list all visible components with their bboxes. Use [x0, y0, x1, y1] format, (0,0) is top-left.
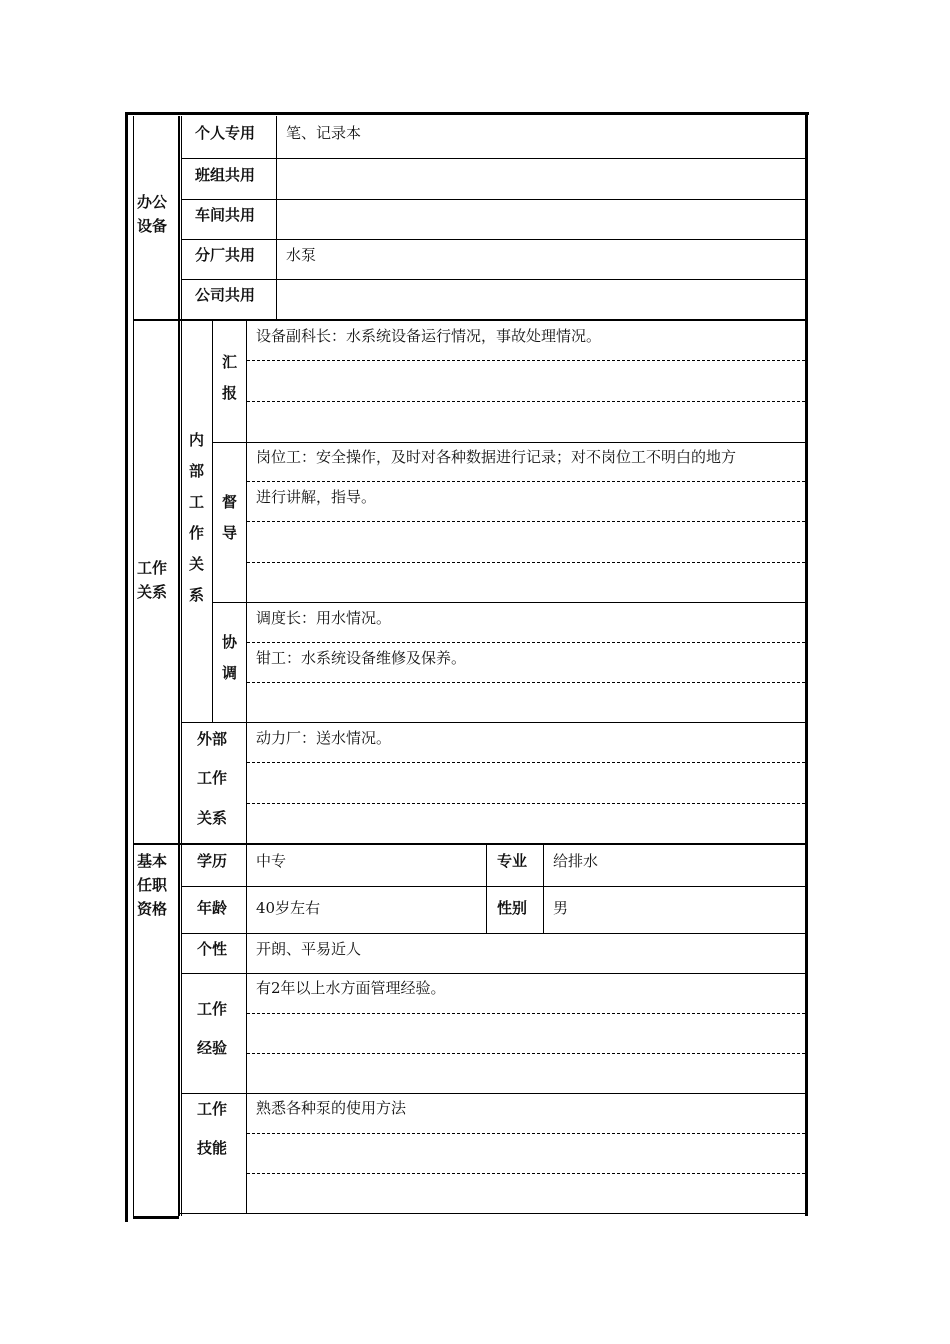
dashed-rule	[247, 1133, 805, 1134]
personality-label: 个性	[197, 940, 228, 958]
report-label: 报	[222, 384, 238, 402]
office-row-label: 班组共用	[195, 166, 256, 184]
section-column-line	[178, 116, 180, 1216]
office-section-end	[134, 319, 806, 321]
report-line: 设备副科长：水系统设备运行情况，事故处理情况。	[256, 327, 602, 345]
qualifications-section-label: 基本 任职 资格	[137, 852, 168, 918]
major-value: 给排水	[553, 852, 599, 870]
age-label: 年龄	[197, 899, 228, 917]
dashed-rule	[247, 562, 805, 563]
supervise-label: 督	[222, 493, 238, 511]
qual-label-col-line	[246, 845, 247, 1214]
office-row-line-1	[181, 158, 806, 159]
experience-label: 经验	[197, 1039, 228, 1057]
qual-row-line	[181, 886, 806, 887]
inner-right-bottom	[179, 1213, 808, 1214]
age-value: 40岁左右	[256, 899, 321, 917]
office-section-label: 办公 设备	[137, 193, 168, 235]
coordinate-line: 调度长：用水情况。	[256, 609, 392, 627]
office-row-value: 笔、记录本	[286, 124, 362, 142]
internal-label: 内	[189, 431, 205, 449]
office-row-label: 个人专用	[195, 124, 256, 142]
office-row-value: 水泵	[286, 246, 317, 264]
outer-bottom-stub	[133, 1216, 179, 1219]
office-row-label: 公司共用	[195, 286, 256, 304]
qual-mid-col-line-1	[486, 845, 487, 933]
office-row-line-4	[181, 279, 806, 280]
internal-label: 工	[189, 493, 205, 511]
gender-value: 男	[553, 899, 569, 917]
outer-right	[805, 112, 808, 1216]
external-label: 工作	[197, 769, 228, 787]
coordinate-label: 调	[222, 664, 238, 682]
skills-label: 工作	[197, 1100, 228, 1118]
skills-value: 熟悉各种泵的使用方法	[256, 1099, 407, 1117]
personality-value: 开朗、平易近人	[256, 940, 362, 958]
internal-label: 关	[189, 555, 205, 573]
section-column-line-2	[181, 116, 182, 1216]
dashed-rule	[247, 1173, 805, 1174]
coordinate-line: 钳工：水系统设备维修及保养。	[256, 649, 467, 667]
job-description-table	[125, 112, 809, 1222]
internal-col-line	[212, 321, 213, 723]
experience-value: 有2年以上水方面管理经验。	[256, 979, 446, 997]
qual-mid-col-line-2	[543, 845, 544, 933]
supervise-label: 导	[222, 524, 238, 542]
dashed-rule	[247, 481, 805, 482]
qual-row-line	[181, 933, 806, 934]
outer-top	[125, 112, 809, 115]
internal-label: 部	[189, 462, 205, 480]
left-inner-line	[133, 116, 134, 1216]
office-row-label: 车间共用	[195, 206, 256, 224]
outer-left	[125, 112, 128, 1222]
internal-label: 作	[189, 524, 205, 542]
dashed-rule	[247, 521, 805, 522]
coordinate-label: 协	[222, 633, 238, 651]
dashed-rule	[247, 642, 805, 643]
external-line: 动力厂：送水情况。	[256, 729, 392, 747]
supervise-block-end	[213, 602, 806, 603]
office-row-line-3	[181, 239, 806, 240]
skills-label: 技能	[197, 1139, 228, 1157]
office-row-line-2	[181, 199, 806, 200]
work-relations-section-end	[134, 843, 806, 845]
dashed-rule	[247, 1053, 805, 1054]
dashed-rule	[247, 1013, 805, 1014]
external-label: 外部	[197, 730, 228, 748]
gender-label: 性别	[497, 899, 528, 917]
dashed-rule	[247, 360, 805, 361]
experience-label: 工作	[197, 1000, 228, 1018]
education-label: 学历	[197, 852, 228, 870]
internal-block-end	[181, 722, 806, 723]
sub-label-col-line	[246, 321, 247, 844]
dashed-rule	[247, 762, 805, 763]
supervise-line: 进行讲解，指导。	[256, 488, 377, 506]
dashed-rule	[247, 682, 805, 683]
education-value: 中专	[256, 852, 287, 870]
qual-row-line	[181, 973, 806, 974]
office-row-label: 分厂共用	[195, 246, 256, 264]
major-label: 专业	[497, 852, 528, 870]
dashed-rule	[247, 401, 805, 402]
work-relations-section-label: 工作 关系	[137, 559, 168, 601]
external-label: 关系	[197, 809, 228, 827]
qual-row-line	[181, 1093, 806, 1094]
dashed-rule	[247, 803, 805, 804]
internal-label: 系	[189, 586, 205, 604]
supervise-line: 岗位工：安全操作，及时对各种数据进行记录；对不岗位工不明白的地方	[256, 448, 737, 466]
report-block-end	[213, 442, 806, 443]
report-label: 汇	[222, 353, 238, 371]
office-label-divider	[276, 116, 277, 320]
